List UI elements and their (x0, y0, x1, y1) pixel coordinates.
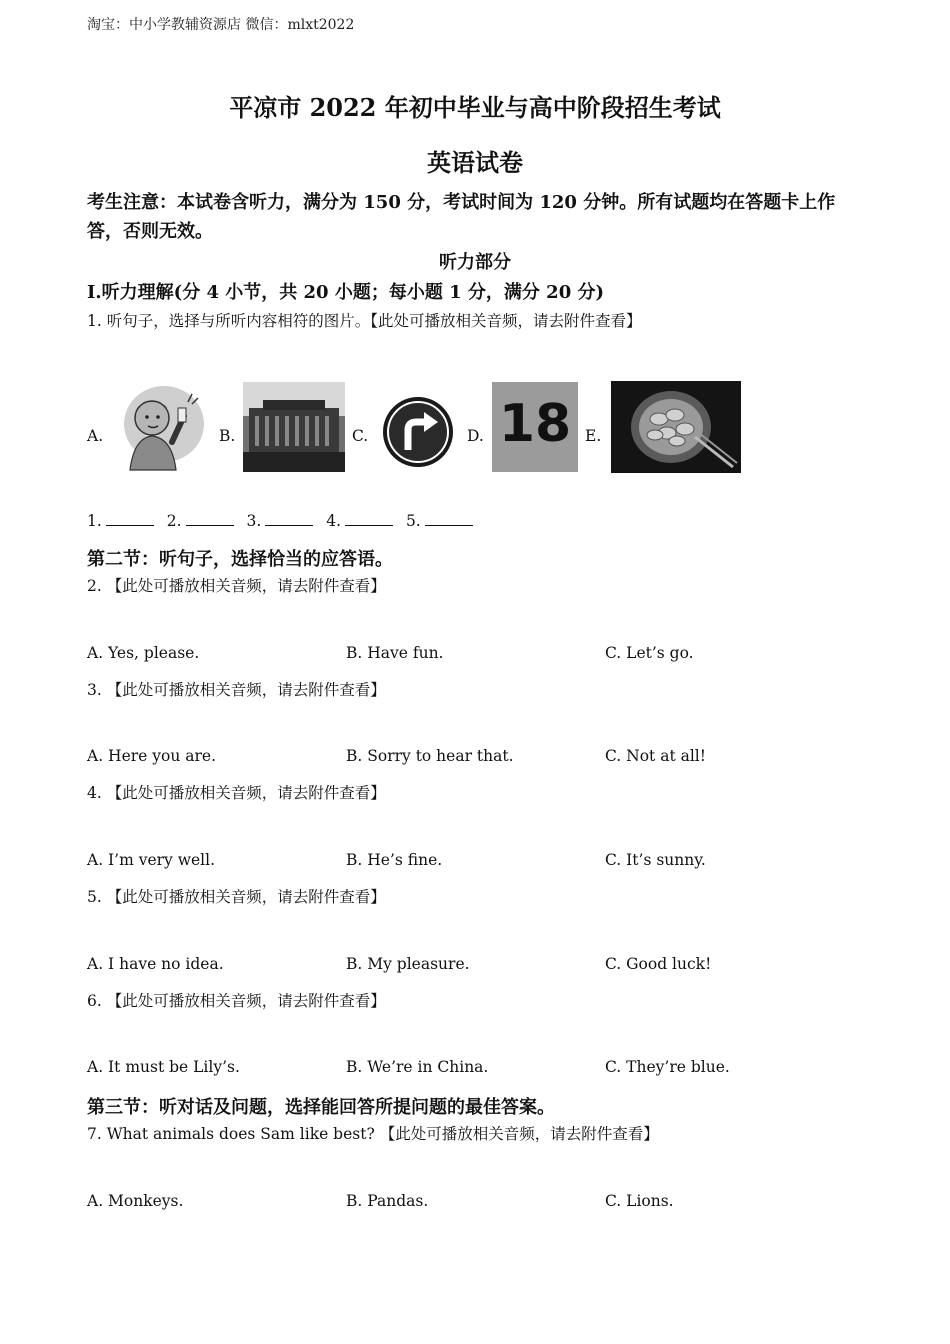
person-with-bandage-icon (112, 380, 208, 472)
option-a[interactable]: A. I’m very well. (87, 851, 216, 869)
question-stem: 7. What animals does Sam like best? 【此处可播放相关音频，请去附件查看】 (87, 1125, 659, 1143)
picture-label-d: D. (467, 427, 484, 445)
exam-notice: 考生注意：本试卷含听力，满分为 150 分，考试时间为 120 分钟。所有试题均在答题卡上作答，否则无效。 (87, 192, 836, 242)
picture-label-c: C. (352, 427, 369, 445)
option-a[interactable]: A. Yes, please. (87, 644, 200, 662)
option-c[interactable]: C. Let’s go. (605, 644, 694, 662)
exam-subtitle: 英语试卷 (427, 148, 523, 177)
picture-label-a: A. (87, 427, 104, 445)
option-c[interactable]: C. They’re blue. (605, 1058, 730, 1076)
blank-label: 3. (246, 512, 262, 530)
option-a[interactable]: A. Monkeys. (87, 1192, 184, 1210)
question-stem: 6. 【此处可播放相关音频，请去附件查看】 (87, 992, 386, 1010)
option-c[interactable]: C. Good luck! (605, 955, 712, 973)
blank-label: 4. (326, 512, 341, 530)
option-c[interactable]: C. Lions. (605, 1192, 674, 1210)
section2-heading: 第二节：听句子，选择恰当的应答语。 (87, 549, 393, 570)
answer-blanks (87, 511, 481, 530)
blank-line[interactable] (425, 511, 473, 526)
blank-line[interactable] (106, 511, 154, 526)
turn-right-sign-icon (380, 394, 456, 470)
blank-line[interactable] (186, 511, 234, 526)
option-b[interactable]: B. Pandas. (346, 1192, 429, 1210)
blank-label: 2. (166, 512, 182, 530)
exam-title: 平凉市 2022 年初中毕业与高中阶段招生考试 (229, 93, 721, 122)
dumpling-plate-icon (611, 381, 741, 473)
blank-line[interactable] (265, 511, 313, 526)
option-b[interactable]: B. He’s fine. (346, 851, 443, 869)
option-a[interactable]: A. It must be Lily’s. (87, 1058, 240, 1076)
page-header: 淘宝：中小学教辅资源店 微信：mlxt2022 (87, 17, 355, 33)
building-photo-icon (243, 382, 345, 472)
option-b[interactable]: B. Have fun. (346, 644, 444, 662)
section3-heading: 第三节：听对话及问题，选择能回答所提问题的最佳答案。 (87, 1097, 555, 1118)
question-1: 1. 听句子，选择与所听内容相符的图片。【此处可播放相关音频，请去附件查看】 (87, 312, 642, 330)
question-stem: 4. 【此处可播放相关音频，请去附件查看】 (87, 784, 386, 802)
number-sign-text: 18 (498, 394, 572, 454)
option-a[interactable]: A. I have no idea. (87, 955, 224, 973)
question-stem: 3. 【此处可播放相关音频，请去附件查看】 (87, 681, 386, 699)
listening-heading: 听力部分 (439, 252, 511, 273)
question-stem: 5. 【此处可播放相关音频，请去附件查看】 (87, 888, 386, 906)
number-sign-icon (492, 382, 578, 472)
option-b[interactable]: B. My pleasure. (346, 955, 470, 973)
part1-heading: I.听力理解(分 4 小节，共 20 小题；每小题 1 分，满分 20 分) (87, 282, 604, 303)
question-stem: 2. 【此处可播放相关音频，请去附件查看】 (87, 577, 386, 595)
blank-label: 5. (405, 512, 421, 530)
option-c[interactable]: C. It’s sunny. (605, 851, 706, 869)
blank-label: 1. (87, 512, 102, 530)
option-a[interactable]: A. Here you are. (87, 747, 216, 765)
option-b[interactable]: B. We’re in China. (346, 1058, 489, 1076)
blank-line[interactable] (345, 511, 393, 526)
picture-label-e: E. (585, 427, 602, 445)
option-c[interactable]: C. Not at all! (605, 747, 706, 765)
option-b[interactable]: B. Sorry to hear that. (346, 747, 514, 765)
picture-label-b: B. (219, 427, 236, 445)
